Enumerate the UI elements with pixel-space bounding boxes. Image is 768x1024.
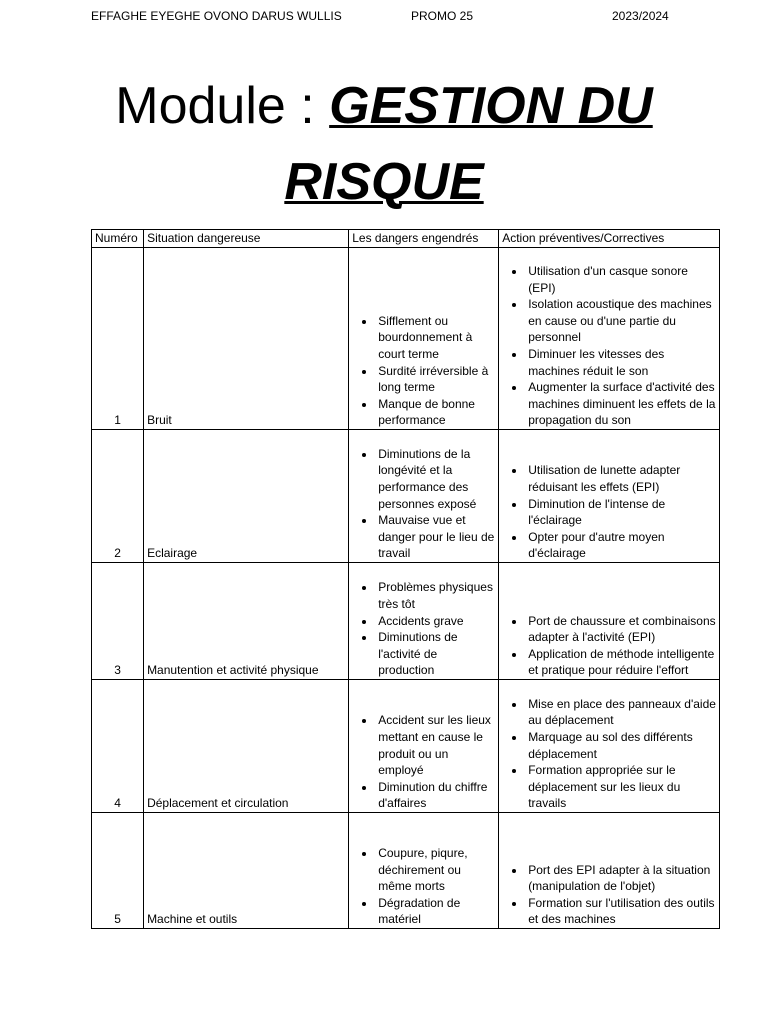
action-item: • Isolation acoustique des machines en cause ou d'une partie du personnel (526, 296, 716, 346)
page-title (0, 68, 768, 220)
action-item: • Application de méthode intelligente et pratique pour réduire l'effort (526, 646, 716, 679)
row-number: 2 (92, 430, 144, 563)
table-row (92, 680, 720, 813)
header-numero: Numéro (92, 230, 144, 248)
action-item: • Port des EPI adapter à la situation (manipulation de l'objet) (526, 862, 716, 895)
document-header (0, 9, 768, 27)
row-situation: Bruit (144, 248, 349, 430)
danger-item: • Diminutions de l'activité de production (376, 629, 495, 679)
danger-item: • Dégradation de matériel (376, 895, 495, 928)
row-situation: Déplacement et circulation (144, 680, 349, 813)
action-item: • Port de chaussure et combinaisons adapter à l'activité (EPI) (526, 613, 716, 646)
row-situation: Manutention et activité physique (144, 563, 349, 680)
promo-label: PROMO 25 (411, 9, 474, 23)
header-actions: Action préventives/Correctives (499, 230, 720, 248)
header-dangers: Les dangers engendrés (349, 230, 499, 248)
row-number: 4 (92, 680, 144, 813)
row-actions (499, 680, 720, 813)
action-item: • Augmenter la surface d'activité des machines diminuent les effets de la propagation du son (526, 379, 716, 429)
danger-item: • Sifflement ou bourdonnement à court terme (376, 313, 495, 363)
danger-item: • Accident sur les lieux mettant en cause le produit ou un employé (376, 712, 495, 778)
row-actions (499, 563, 720, 680)
action-item: • Diminuer les vitesses des machines réduit le son (526, 346, 716, 379)
row-number: 5 (92, 813, 144, 929)
row-dangers (349, 680, 499, 813)
table-row (92, 563, 720, 680)
action-item: • Utilisation de lunette adapter réduisant les effets (EPI) (526, 462, 716, 495)
header-situation: Situation dangereuse (144, 230, 349, 248)
table-row (92, 430, 720, 563)
action-item: • Marquage au sol des différents déplacement (526, 729, 716, 762)
danger-item: • Coupure, piqure, déchirement ou même morts (376, 845, 495, 895)
table-row (92, 248, 720, 430)
action-item: • Formation sur l'utilisation des outils et des machines (526, 895, 716, 928)
row-number: 3 (92, 563, 144, 680)
row-situation: Eclairage (144, 430, 349, 563)
danger-item: • Accidents grave (376, 613, 495, 630)
row-actions (499, 430, 720, 563)
title-prefix: Module : (115, 77, 330, 135)
row-dangers (349, 248, 499, 430)
table-header-row (92, 230, 720, 248)
row-number: 1 (92, 248, 144, 430)
row-dangers (349, 563, 499, 680)
row-dangers (349, 430, 499, 563)
action-item: • Opter pour d'autre moyen d'éclairage (526, 529, 716, 562)
action-item: • Diminution de l'intense de l'éclairage (526, 496, 716, 529)
row-situation: Machine et outils (144, 813, 349, 929)
danger-item: • Manque de bonne performance (376, 396, 495, 429)
row-actions (499, 813, 720, 929)
title-line-2: RISQUE (284, 153, 484, 211)
danger-item: • Problèmes physiques très tôt (376, 579, 495, 612)
table-row (92, 813, 720, 929)
title-line-1: GESTION DU (329, 77, 653, 135)
action-item: • Utilisation d'un casque sonore (EPI) (526, 263, 716, 296)
row-actions (499, 248, 720, 430)
row-dangers (349, 813, 499, 929)
danger-item: • Surdité irréversible à long terme (376, 363, 495, 396)
danger-item: • Mauvaise vue et danger pour le lieu de travail (376, 512, 495, 562)
action-item: • Mise en place des panneaux d'aide au déplacement (526, 696, 716, 729)
risk-table (91, 229, 720, 929)
author-name: EFFAGHE EYEGHE OVONO DARUS WULLIS (91, 9, 342, 23)
school-year: 2023/2024 (612, 9, 669, 23)
action-item: • Formation appropriée sur le déplacement sur les lieux du travails (526, 762, 716, 812)
danger-item: • Diminution du chiffre d'affaires (376, 779, 495, 812)
danger-item: • Diminutions de la longévité et la performance des personnes exposé (376, 446, 495, 512)
